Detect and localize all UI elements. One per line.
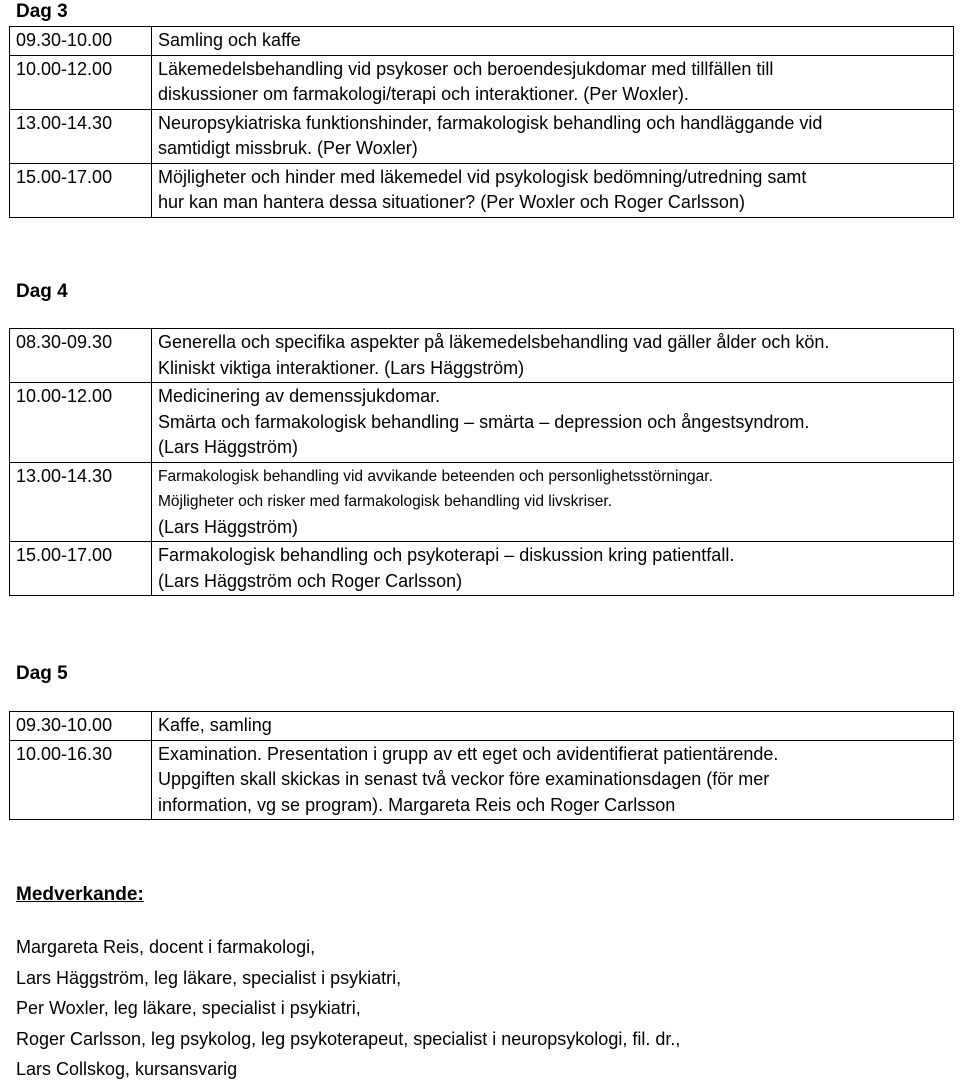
time-cell: 10.00-16.30	[10, 740, 152, 820]
day-4-schedule-table	[9, 328, 954, 596]
time-cell: 13.00-14.30	[10, 462, 152, 542]
table-row	[10, 740, 954, 820]
activity-cell	[152, 712, 954, 741]
activity-line: Möjligheter och risker med farmakologisk behandling vid livskriser.	[158, 493, 612, 510]
activity-line: Farmakologisk behandling och psykoterapi – diskussion kring patientfall.	[158, 545, 735, 565]
contributor-item: Roger Carlsson, leg psykolog, leg psykoterapeut, specialist i neuropsykologi, fil. dr.,	[16, 1028, 681, 1049]
activity-line: Samling och kaffe	[158, 30, 301, 50]
activity-cell	[152, 27, 954, 56]
activity-cell	[152, 329, 954, 383]
activity-line: Medicinering av demenssjukdomar.	[158, 386, 441, 406]
time-cell: 10.00-12.00	[10, 383, 152, 463]
table-row	[10, 462, 954, 542]
time-cell: 08.30-09.30	[10, 329, 152, 383]
activity-line: Läkemedelsbehandling vid psykoser och beroendesjukdomar med tillfällen till	[158, 58, 774, 79]
activity-cell	[152, 462, 954, 542]
time-cell: 13.00-14.30	[10, 109, 152, 163]
activity-line: samtidigt missbruk. (Per Woxler)	[158, 138, 418, 158]
activity-line: diskussioner om farmakologi/terapi och interaktioner. (Per Woxler).	[158, 84, 689, 104]
day-5-schedule-table	[9, 711, 954, 820]
contributor-item: Lars Häggström, leg läkare, specialist i psykiatri,	[16, 967, 402, 988]
activity-line: Kaffe, samling	[158, 715, 272, 735]
activity-line: Smärta och farmakologisk behandling – smärta – depression och ångestsyndrom.	[158, 411, 810, 432]
day-3-schedule-table	[9, 26, 954, 218]
table-row	[10, 55, 954, 109]
activity-line: Möjligheter och hinder med läkemedel vid psykologisk bedömning/utredning samt	[158, 166, 807, 187]
activity-line: hur kan man hantera dessa situationer? (Per Woxler och Roger Carlsson)	[158, 192, 745, 212]
activity-line: (Lars Häggström)	[158, 516, 299, 537]
contributors-heading: Medverkande:	[16, 884, 144, 905]
contributor-item: Per Woxler, leg läkare, specialist i psykiatri,	[16, 998, 361, 1018]
activity-line: Generella och specifika aspekter på läkemedelsbehandling vad gäller ålder och kön.	[158, 332, 830, 352]
activity-cell	[152, 740, 954, 820]
activity-line: Examination. Presentation i grupp av ett eget och avidentifierat patientärende.	[158, 743, 779, 764]
table-row	[10, 383, 954, 463]
contributor-item: Margareta Reis, docent i farmakologi,	[16, 937, 316, 957]
contributor-item: Lars Collskog, kursansvarig	[16, 1059, 238, 1079]
day-5-heading: Dag 5	[16, 663, 68, 684]
time-cell: 15.00-17.00	[10, 163, 152, 217]
contributors-list	[16, 932, 680, 1085]
activity-cell	[152, 109, 954, 163]
activity-line: Kliniskt viktiga interaktioner. (Lars Häggström)	[158, 357, 525, 378]
table-row	[10, 329, 954, 383]
activity-line: information, vg se program). Margareta Reis och Roger Carlsson	[158, 794, 676, 815]
day-4-heading: Dag 4	[16, 281, 68, 302]
time-cell: 09.30-10.00	[10, 27, 152, 56]
day-3-heading: Dag 3	[16, 1, 68, 22]
activity-cell	[152, 383, 954, 463]
table-row	[10, 109, 954, 163]
table-row	[10, 27, 954, 56]
activity-cell	[152, 163, 954, 217]
table-row	[10, 712, 954, 741]
activity-cell	[152, 55, 954, 109]
table-row	[10, 542, 954, 596]
table-row	[10, 163, 954, 217]
time-cell: 15.00-17.00	[10, 542, 152, 596]
activity-line: Neuropsykiatriska funktionshinder, farmakologisk behandling och handläggande vid	[158, 112, 823, 133]
time-cell: 09.30-10.00	[10, 712, 152, 741]
time-cell: 10.00-12.00	[10, 55, 152, 109]
activity-line: (Lars Häggström)	[158, 437, 299, 457]
activity-cell	[152, 542, 954, 596]
activity-line: Uppgiften skall skickas in senast två veckor före examinationsdagen (för mer	[158, 769, 770, 789]
activity-line: Farmakologisk behandling vid avvikande beteenden och personlighetsstörningar.	[158, 467, 713, 485]
activity-line: (Lars Häggström och Roger Carlsson)	[158, 570, 463, 591]
